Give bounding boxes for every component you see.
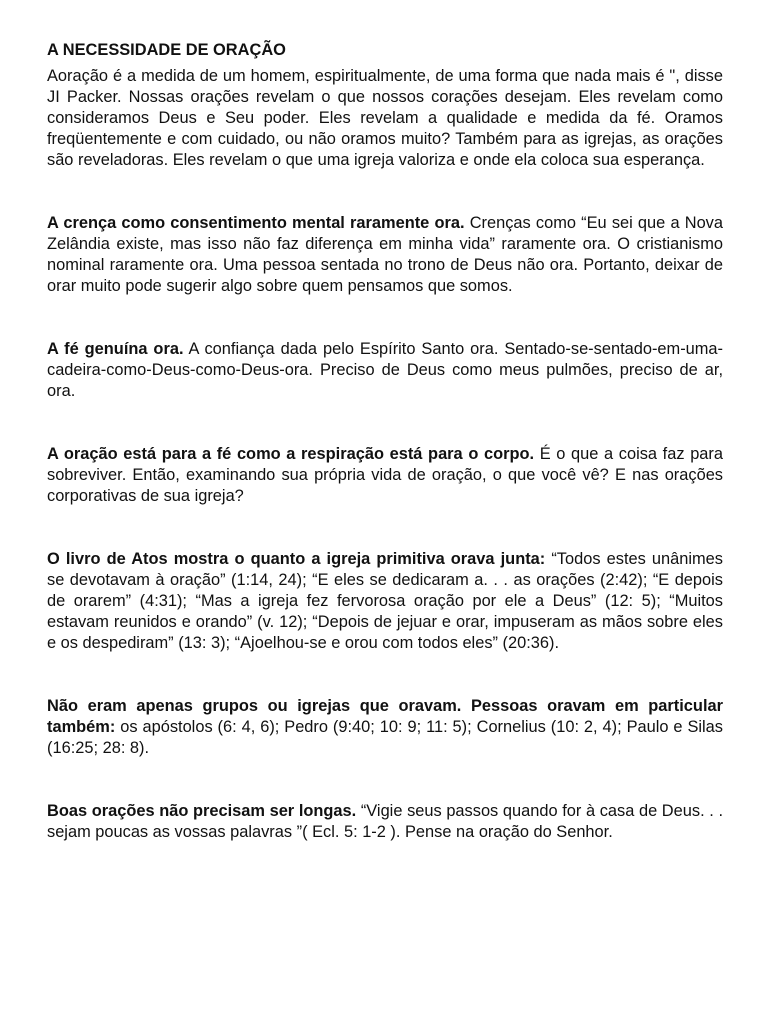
paragraph-belief <box>47 213 723 297</box>
paragraph-text: “Vigie seus passos quando for à casa de Deus. . . sejam poucas as vossas palavras ”( Ecl. 5: 1-2 ). Pense na oração do Senhor. <box>47 802 723 841</box>
paragraph-spacer <box>47 507 723 549</box>
paragraph-text: os apóstolos (6: 4, 6); Pedro (9:40; 10: 9; 11: 5); Cornelius (10: 2, 4); Paulo e Silas (16:25; 28: 8). <box>47 718 723 757</box>
paragraph-spacer <box>47 402 723 444</box>
paragraph-text: “Todos estes unânimes se devotavam à oração” (1:14, 24); “E eles se dedicaram a. . . as orações (2:42); “E depois de orarem” (4:31); “Mas a igreja fez fervorosa oração por ele a Deus” (12: 5); “Muitos estavam reunidos e orando” (v. 12); “Depois de jejuar e orar, impuseram as mãos sobre eles e os despediram” (13: 3); “Ajoelhou-se e orou com todos eles” (20:36). <box>47 550 723 652</box>
paragraph-intro <box>47 66 723 171</box>
document-title: A NECESSIDADE DE ORAÇÃO <box>47 41 286 59</box>
paragraph-text: Aoração é a medida de um homem, espiritualmente, de uma forma que nada mais é ", disse JI Packer. Nossas orações revelam o que nossos corações desejam. Eles revelam como consideramos Deus e Seu poder. Eles revelam a qualidade e medida da fé. Oramos freqüentemente e com cuidado, ou não oramos muito? Também para as igrejas, as orações são reveladoras. Eles revelam o que uma igreja valoriza e onde ela coloca sua esperança. <box>47 67 723 169</box>
paragraph-lead: Não eram apenas grupos ou igrejas que oravam. Pessoas oravam em particular também: <box>47 697 723 736</box>
paragraph-spacer <box>47 759 723 801</box>
paragraph-text: Crenças como “Eu sei que a Nova Zelândia existe, mas isso não faz diferença em minha vida” raramente ora. O cristianismo nominal raramente ora. Uma pessoa sentada no trono de Deus não ora. Portanto, deixar de orar muito pode sugerir algo sobre quem pensamos que somos. <box>47 214 723 295</box>
paragraph-text: A confiança dada pelo Espírito Santo ora. Sentado-se-sentado-em-uma-cadeira-como-Deus-como-Deus-ora. Preciso de Deus como meus pulmões, preciso de ar, ora. <box>47 340 723 400</box>
paragraph-lead: Boas orações não precisam ser longas. <box>47 802 357 820</box>
paragraph-spacer <box>47 297 723 339</box>
paragraph-breathing <box>47 444 723 507</box>
paragraph-spacer <box>47 171 723 213</box>
paragraph-spacer <box>47 654 723 696</box>
paragraph-lead: A fé genuína ora. <box>47 340 184 358</box>
document-page <box>47 40 723 843</box>
paragraph-lead: A oração está para a fé como a respiração está para o corpo. <box>47 445 535 463</box>
paragraph-short-prayers <box>47 801 723 843</box>
paragraph-individuals <box>47 696 723 759</box>
paragraph-lead: O livro de Atos mostra o quanto a igreja primitiva orava junta: <box>47 550 546 568</box>
paragraph-genuine-faith <box>47 339 723 402</box>
paragraph-text: É o que a coisa faz para sobreviver. Então, examinando sua própria vida de oração, o que você vê? E nas orações corporativas de sua igreja? <box>47 445 723 505</box>
paragraph-acts <box>47 549 723 654</box>
paragraph-lead: A crença como consentimento mental raramente ora. <box>47 214 465 232</box>
